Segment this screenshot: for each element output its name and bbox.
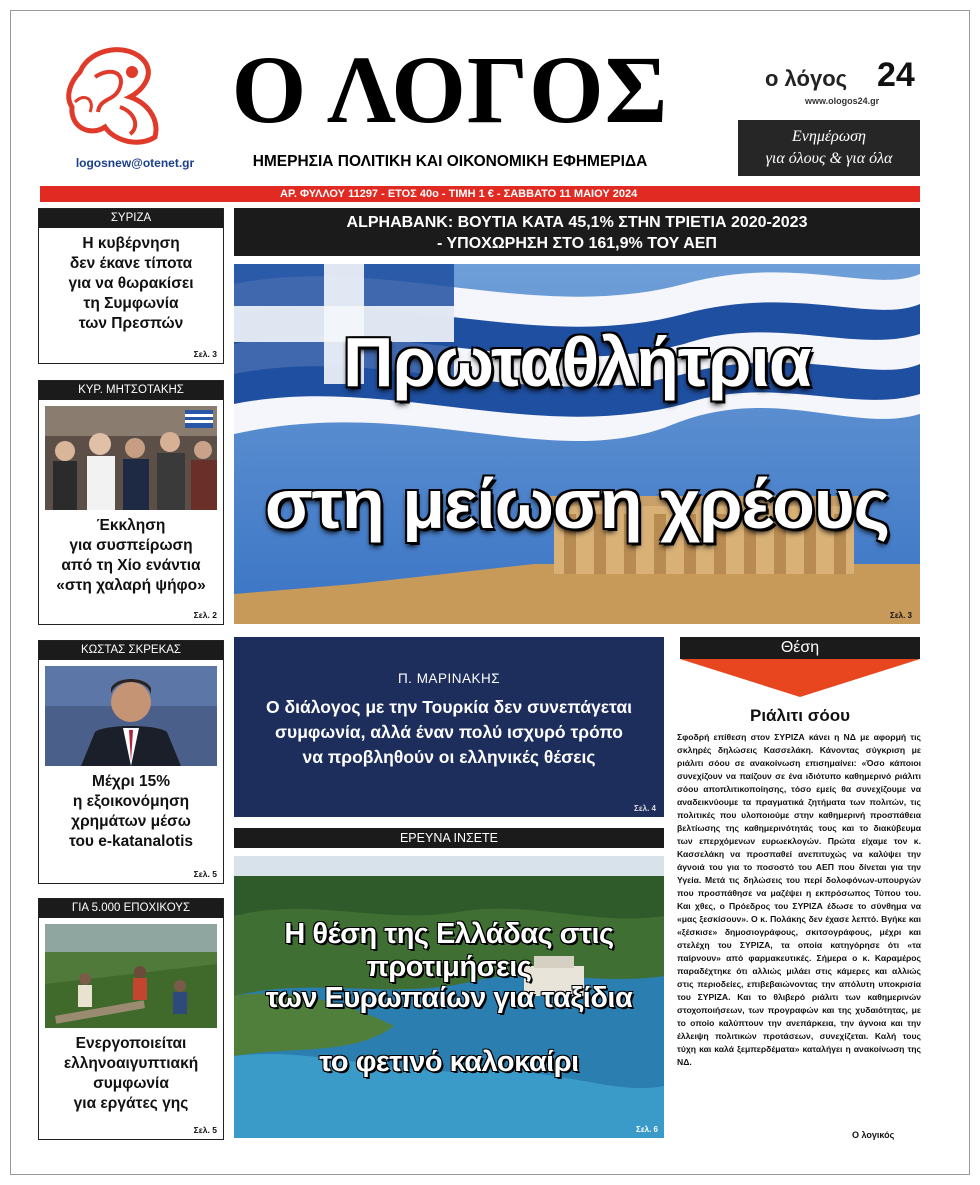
page-ref: Σελ. 5 xyxy=(193,869,217,879)
hero-headline-line-2: στη μείωση χρέους xyxy=(264,465,890,543)
slogan-line-2: για όλους & για όλα xyxy=(765,150,893,167)
story-line: των Πρεσπών xyxy=(78,315,184,332)
contact-email[interactable]: logosnew@otenet.gr xyxy=(75,156,195,170)
story-line: «στη χαλαρή ψήφο» xyxy=(56,577,206,594)
hero-story[interactable] xyxy=(234,264,920,624)
story-line: χρημάτων μέσω xyxy=(71,813,191,830)
marinakis-story[interactable] xyxy=(234,637,664,817)
newspaper-title: Ο ΛΟΓΟΣ xyxy=(231,36,669,143)
story-line: συμφωνία, αλλά έναν πολύ ισχυρό τρόπο xyxy=(275,722,623,742)
sidebar-story-skrekas[interactable] xyxy=(38,640,224,884)
opinion-signature: Ο λογικός xyxy=(852,1130,895,1140)
opinion-arrow xyxy=(680,659,920,699)
research-line-3: το φετινό καλοκαίρι xyxy=(319,1046,579,1078)
banner-line-1: ALPHABANK: ΒΟΥΤΙΑ ΚΑΤΑ 45,1% ΣΤΗΝ ΤΡΙΕΤΙΑ 2020-2023 xyxy=(346,214,808,231)
page-ref: Σελ. 3 xyxy=(890,611,912,620)
farm-workers-photo xyxy=(45,924,217,1028)
page-ref: Σελ. 3 xyxy=(193,349,217,359)
research-line-2: των Ευρωπαίων για ταξίδια xyxy=(265,982,633,1014)
story-line: να προβληθούν οι ελληνικές θέσεις xyxy=(302,747,596,767)
site-url: www.ologos24.gr xyxy=(805,96,880,106)
page-ref: Σελ. 6 xyxy=(636,1125,658,1134)
story-line: Η κυβέρνηση xyxy=(82,235,180,252)
page-ref: Σελ. 5 xyxy=(193,1125,217,1135)
logo-illustration xyxy=(60,42,180,150)
flag-acropolis-image xyxy=(234,264,920,624)
story-tag: ΚΩΣΤΑΣ ΣΚΡΕΚΑΣ xyxy=(39,641,223,660)
page-ref: Σελ. 2 xyxy=(193,610,217,620)
story-text xyxy=(244,695,654,770)
story-line: Ο διάλογος με την Τουρκία δεν συνεπάγεται xyxy=(266,697,632,717)
story-line: του e-katanalotis xyxy=(68,833,194,850)
ologos24-logo[interactable] xyxy=(765,56,925,114)
story-line: ελληνοαιγυπτιακή xyxy=(63,1055,199,1072)
research-line-1: Η θέση της Ελλάδας στις προτιμήσεις xyxy=(284,918,614,983)
story-tag: Π. ΜΑΡΙΝΑΚΗΣ xyxy=(397,671,501,686)
newspaper-subtitle: ΗΜΕΡΗΣΙΑ ΠΟΛΙΤΙΚΗ ΚΑΙ ΟΙΚΟΝΟΜΙΚΗ ΕΦΗΜΕΡΙΔΑ xyxy=(252,153,648,170)
story-tag: ΣΥΡΙΖΑ xyxy=(39,209,223,228)
opinion-body: Σφοδρή επίθεση στον ΣΥΡΙΖΑ κάνει η ΝΔ με αφορμή τις σκληρές δηλώσεις Κασσελάκη. Κάνοντας σύγκριση με ριάλιτι σόου σε ανακοίνωση επισημαίνει: «Όσο κάποιοι συνεχίζουν να παίζουν σε ένα ιδιότυπο καθημερινό ριάλιτι σόου αποπλιτικοποίησης, τόσο εμείς θα συνεχίζουμε να αναδεικνύουμε τα πραγματικά ζητήματα των πολιτών, τις πολιτικές που υλοποιούμε στην καθημερινή προσπάθεια βελτίωσης της καθημερινότητάς τους και το διακύβευμα των επερχόμενων ευρωεκλογών. Πρώτα είχαμε τον κ. Κασσελάκη να προσπαθεί ανεπιτυχώς να καλύψει την άγνοιά του για το ποσοστό του ΑΕΠ που δίνεται για την Υγεία. Μετά τις δηλώσεις του περί δολοφόνων-υπουργών που προσπάθησε να μαζέψει η εκπρόσωπος Τύπου του. Και χθες, ο Πρόεδρος του ΣΥΡΙΖΑ έδωσε το σύνθημα να «μας ξεσκίσουν». Ο κ. Πολάκης δεν έχασε λεπτό. Βγήκε και «ξέσκισε» δημοσιογράφους, σκιτσογράφους, μέχρι και στελέχη του ΣΥΡΙΖΑ, τα οποία κατηγόρησε ότι «τα παίρνουν» από φαρμακευτικές. Σήμερα ο κ. Καραμέρος παραδέχτηκε ότι αλλιώς μιλάει στις κάμερες και αλλιώς στις περιοδείες, επιβεβαιώνοντας την απόλυτη υποκρισία του ΣΥΡΙΖΑ. Και το θλιβερό ριάλιτι των καθημερινών στοχοποιήσεων, των προγραφών και της χυδαιότητας, με το οποίο καλύπτουν την ανεπάρκεια, την άγνοια και την έλλειψη πολιτικών προτάσεων, συνεχίζεται. Καλή τους τύχη και καλά ξεμπερδέματα» καταλήγει η ανακοίνωση της ΝΔ. xyxy=(677,732,921,1067)
research-story[interactable] xyxy=(234,856,664,1138)
issue-info: ΑΡ. ΦΥΛΛΟΥ 11297 - ΕΤΟΣ 40ο - ΤΙΜΗ 1 € - ΣΑΒΒΑΤΟ 11 ΜΑΙΟΥ 2024 xyxy=(280,188,638,200)
opinion-tag: Θέση xyxy=(680,637,920,659)
hero-headline-line-1: Πρωταθλήτρια xyxy=(343,323,811,401)
opinion-title: Ριάλιτι σόου xyxy=(749,706,851,725)
site-name: ο λόγος xyxy=(765,66,848,91)
story-line: τη Συμφωνία xyxy=(83,295,179,312)
story-tag: ΓΙΑ 5.000 ΕΠΟΧΙΚΟΥΣ xyxy=(39,899,223,918)
issue-info-bar xyxy=(40,186,920,202)
crowd-photo xyxy=(45,406,217,510)
story-line: για εργάτες γης xyxy=(73,1095,189,1112)
story-line: συμφωνία xyxy=(93,1075,169,1092)
story-line: η εξοικονόμηση xyxy=(72,793,190,810)
story-line: για συσπείρωση xyxy=(69,537,193,554)
story-tag: ΚΥΡ. ΜΗΤΣΟΤΑΚΗΣ xyxy=(39,381,223,400)
sidebar-story-mitsotakis[interactable] xyxy=(38,380,224,625)
page-ref: Σελ. 4 xyxy=(634,804,656,813)
sidebar-story-workers[interactable] xyxy=(38,898,224,1140)
alphabank-banner[interactable] xyxy=(234,208,920,256)
sidebar-story-syriza[interactable] xyxy=(38,208,224,364)
research-tag: ΕΡΕΥΝΑ ΙΝΣΕΤΕ xyxy=(234,828,664,848)
slogan-box xyxy=(738,120,920,176)
story-line: δεν έκανε τίποτα xyxy=(69,255,193,272)
story-line: για να θωρακίσει xyxy=(68,275,194,292)
slogan-line-1: Ενημέρωση xyxy=(792,128,866,145)
story-line: Μέχρι 15% xyxy=(91,773,171,790)
skrekas-photo xyxy=(45,666,217,766)
story-line: Ενεργοποιείται xyxy=(75,1035,187,1052)
story-line: από τη Χίο ενάντια xyxy=(61,557,201,574)
banner-line-2: - ΥΠΟΧΩΡΗΣΗ ΣΤΟ 161,9% ΤΟΥ ΑΕΠ xyxy=(437,235,717,252)
story-line: Έκκληση xyxy=(96,517,166,534)
site-suffix: 24 xyxy=(877,56,915,94)
